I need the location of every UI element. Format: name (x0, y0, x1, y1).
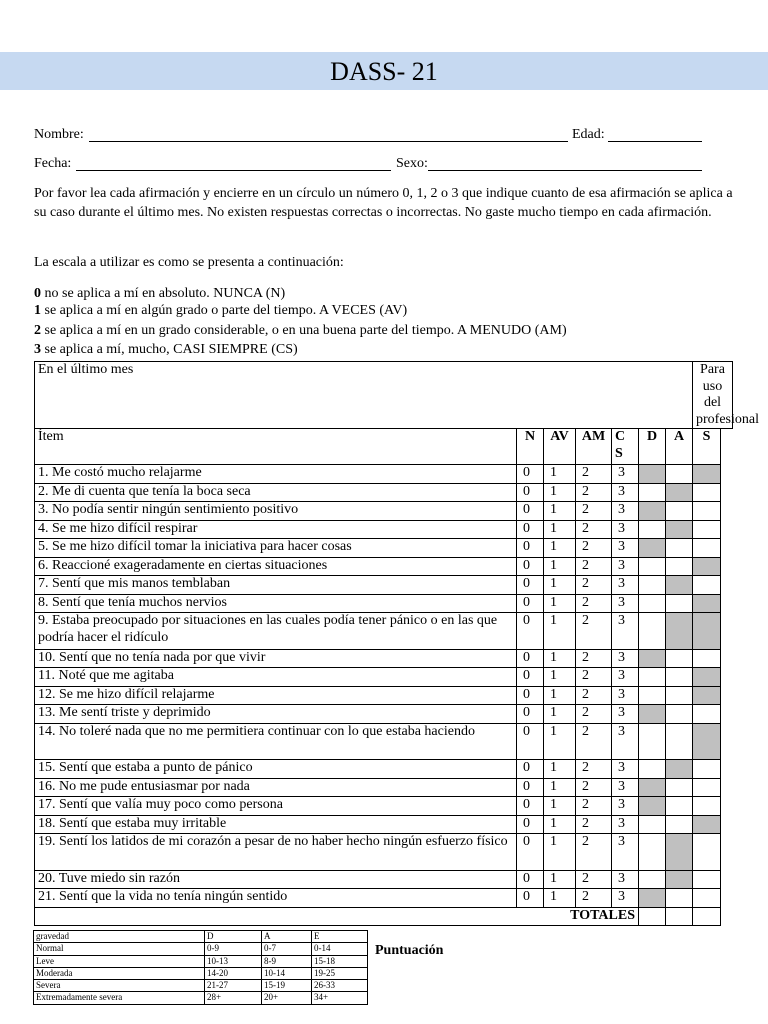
item-text: 15. Sentí que estaba a punto de pánico (35, 760, 517, 779)
total-s[interactable] (693, 907, 721, 926)
a-cell (666, 594, 693, 613)
d-cell (639, 483, 666, 502)
item-row (35, 797, 733, 816)
option-1[interactable]: 1 (544, 815, 576, 834)
option-2[interactable]: 2 (576, 594, 612, 613)
a-cell (666, 797, 693, 816)
option-1[interactable]: 1 (544, 760, 576, 779)
option-2[interactable]: 2 (576, 483, 612, 502)
item-text: 8. Sentí que tenía muchos nervios (35, 594, 517, 613)
d-cell (639, 576, 666, 595)
item-row (35, 778, 733, 797)
option-0[interactable]: 0 (517, 649, 544, 668)
option-2[interactable]: 2 (576, 649, 612, 668)
scale-intro: La escala a utilizar es como se presenta a continuación: (34, 255, 344, 270)
option-0[interactable]: 0 (517, 483, 544, 502)
severity-row (34, 955, 368, 967)
d-cell (639, 705, 666, 724)
item-row (35, 520, 733, 539)
option-0[interactable]: 0 (517, 613, 544, 650)
option-1[interactable]: 1 (544, 613, 576, 650)
severity-header: D (205, 931, 262, 943)
scale-item-2: 2 se aplica a mí en un grado considerable, o en una buena parte del tiempo. A MENUDO (AM) (34, 323, 567, 338)
d-cell (639, 649, 666, 668)
a-cell (666, 576, 693, 595)
option-3[interactable]: 3 (612, 723, 639, 760)
item-text: 7. Sentí que mis manos temblaban (35, 576, 517, 595)
date-field[interactable] (76, 170, 391, 171)
severity-cell: Normal (34, 943, 205, 955)
item-row (35, 870, 733, 889)
s-cell (693, 668, 721, 687)
option-3[interactable]: 3 (612, 797, 639, 816)
option-3[interactable]: 3 (612, 483, 639, 502)
option-2[interactable]: 2 (576, 778, 612, 797)
d-cell (639, 686, 666, 705)
item-text: 1. Me costó mucho relajarme (35, 465, 517, 484)
a-cell (666, 613, 693, 650)
a-cell (666, 502, 693, 521)
option-3[interactable]: 3 (612, 668, 639, 687)
option-0[interactable]: 0 (517, 705, 544, 724)
option-3[interactable]: 3 (612, 576, 639, 595)
severity-cell: 0-7 (262, 943, 312, 955)
d-cell (639, 797, 666, 816)
option-2[interactable]: 2 (576, 723, 612, 760)
option-1[interactable]: 1 (544, 576, 576, 595)
a-cell (666, 668, 693, 687)
option-0[interactable]: 0 (517, 815, 544, 834)
option-3[interactable]: 3 (612, 613, 639, 650)
option-3[interactable]: 3 (612, 557, 639, 576)
s-cell (693, 834, 721, 871)
header-n: N (517, 429, 544, 465)
total-a[interactable] (666, 907, 693, 926)
d-cell (639, 539, 666, 558)
option-1[interactable]: 1 (544, 594, 576, 613)
s-cell (693, 502, 721, 521)
option-1[interactable]: 1 (544, 668, 576, 687)
severity-cell: 21-27 (205, 980, 262, 992)
option-1[interactable]: 1 (544, 778, 576, 797)
severity-cell: 15-18 (312, 955, 368, 967)
option-0[interactable]: 0 (517, 686, 544, 705)
option-3[interactable]: 3 (612, 649, 639, 668)
sex-label: Sexo: (396, 156, 428, 171)
header-cs: C S (612, 429, 639, 465)
option-2[interactable]: 2 (576, 834, 612, 871)
a-cell (666, 686, 693, 705)
a-cell (666, 520, 693, 539)
s-cell (693, 870, 721, 889)
option-3[interactable]: 3 (612, 760, 639, 779)
item-row (35, 705, 733, 724)
severity-cell: 20+ (262, 992, 312, 1004)
s-cell (693, 797, 721, 816)
item-text: 5. Se me hizo difícil tomar la iniciativa para hacer cosas (35, 539, 517, 558)
severity-cell: 15-19 (262, 980, 312, 992)
d-cell (639, 815, 666, 834)
option-2[interactable]: 2 (576, 760, 612, 779)
header-s: S (693, 429, 721, 465)
d-cell (639, 760, 666, 779)
d-cell (639, 465, 666, 484)
option-1[interactable]: 1 (544, 870, 576, 889)
severity-cell: Severa (34, 980, 205, 992)
item-text: 6. Reaccioné exageradamente en ciertas situaciones (35, 557, 517, 576)
option-3[interactable]: 3 (612, 778, 639, 797)
severity-header-row (34, 931, 368, 943)
item-row (35, 686, 733, 705)
option-1[interactable]: 1 (544, 797, 576, 816)
option-1[interactable]: 1 (544, 705, 576, 724)
header-av: AV (544, 429, 576, 465)
severity-cell: Extremadamente severa (34, 992, 205, 1004)
page-title: DASS- 21 (330, 57, 438, 86)
item-row (35, 576, 733, 595)
option-0[interactable]: 0 (517, 778, 544, 797)
date-label: Fecha: (34, 156, 72, 171)
option-3[interactable]: 3 (612, 502, 639, 521)
item-row (35, 613, 733, 650)
d-cell (639, 668, 666, 687)
severity-cell: 34+ (312, 992, 368, 1004)
option-3[interactable]: 3 (612, 889, 639, 908)
item-text: 3. No podía sentir ningún sentimiento positivo (35, 502, 517, 521)
option-0[interactable]: 0 (517, 889, 544, 908)
severity-row (34, 992, 368, 1004)
a-cell (666, 557, 693, 576)
option-1[interactable]: 1 (544, 834, 576, 871)
d-cell (639, 778, 666, 797)
option-2[interactable]: 2 (576, 815, 612, 834)
option-3[interactable]: 3 (612, 520, 639, 539)
option-2[interactable]: 2 (576, 705, 612, 724)
a-cell (666, 483, 693, 502)
item-text: 17. Sentí que valía muy poco como persona (35, 797, 517, 816)
d-cell (639, 594, 666, 613)
d-cell (639, 834, 666, 871)
option-2[interactable]: 2 (576, 797, 612, 816)
item-text: 11. Noté que me agitaba (35, 668, 517, 687)
option-1[interactable]: 1 (544, 539, 576, 558)
option-1[interactable]: 1 (544, 520, 576, 539)
option-2[interactable]: 2 (576, 520, 612, 539)
item-row (35, 760, 733, 779)
option-0[interactable]: 0 (517, 723, 544, 760)
option-2[interactable]: 2 (576, 465, 612, 484)
a-cell (666, 465, 693, 484)
header-d: D (639, 429, 666, 465)
severity-cell: 28+ (205, 992, 262, 1004)
option-0[interactable]: 0 (517, 465, 544, 484)
a-cell (666, 889, 693, 908)
a-cell (666, 815, 693, 834)
option-0[interactable]: 0 (517, 576, 544, 595)
a-cell (666, 870, 693, 889)
item-text: 21. Sentí que la vida no tenía ningún sentido (35, 889, 517, 908)
d-cell (639, 502, 666, 521)
item-text: 13. Me sentí triste y deprimido (35, 705, 517, 724)
severity-cell: 10-14 (262, 967, 312, 979)
s-cell (693, 483, 721, 502)
option-1[interactable]: 1 (544, 557, 576, 576)
item-row (35, 815, 733, 834)
option-1[interactable]: 1 (544, 483, 576, 502)
item-text: 4. Se me hizo difícil respirar (35, 520, 517, 539)
a-cell (666, 778, 693, 797)
a-cell (666, 723, 693, 760)
score-label: Puntuación (375, 943, 444, 958)
severity-header: gravedad (34, 931, 205, 943)
item-text: 9. Estaba preocupado por situaciones en las cuales podía tener pánico o en las que podría hacer el ridículo (35, 613, 517, 650)
a-cell (666, 649, 693, 668)
option-2[interactable]: 2 (576, 576, 612, 595)
option-3[interactable]: 3 (612, 870, 639, 889)
a-cell (666, 760, 693, 779)
option-2[interactable]: 2 (576, 870, 612, 889)
option-2[interactable]: 2 (576, 557, 612, 576)
item-text: 16. No me pude entusiasmar por nada (35, 778, 517, 797)
a-cell (666, 834, 693, 871)
option-0[interactable]: 0 (517, 539, 544, 558)
s-cell (693, 723, 721, 760)
option-3[interactable]: 3 (612, 686, 639, 705)
option-3[interactable]: 3 (612, 834, 639, 871)
option-0[interactable]: 0 (517, 502, 544, 521)
option-1[interactable]: 1 (544, 502, 576, 521)
severity-cell: 19-25 (312, 967, 368, 979)
s-cell (693, 649, 721, 668)
item-row (35, 668, 733, 687)
option-0[interactable]: 0 (517, 557, 544, 576)
severity-cell: Leve (34, 955, 205, 967)
item-text: 20. Tuve miedo sin razón (35, 870, 517, 889)
severity-cell: 26-33 (312, 980, 368, 992)
item-row (35, 834, 733, 871)
item-row (35, 594, 733, 613)
d-cell (639, 870, 666, 889)
option-1[interactable]: 1 (544, 649, 576, 668)
scale-item-0: 0 no se aplica a mí en absoluto. NUNCA (N) (34, 286, 286, 301)
severity-header: A (262, 931, 312, 943)
option-3[interactable]: 3 (612, 465, 639, 484)
item-row (35, 502, 733, 521)
s-cell (693, 705, 721, 724)
d-cell (639, 557, 666, 576)
period-label: En el último mes (35, 362, 693, 429)
s-cell (693, 520, 721, 539)
severity-row (34, 967, 368, 979)
s-cell (693, 815, 721, 834)
option-0[interactable]: 0 (517, 760, 544, 779)
severity-row (34, 980, 368, 992)
s-cell (693, 778, 721, 797)
severity-table (33, 930, 368, 1005)
option-3[interactable]: 3 (612, 594, 639, 613)
option-2[interactable]: 2 (576, 502, 612, 521)
item-row (35, 889, 733, 908)
scale-item-3: 3 se aplica a mí, mucho, CASI SIEMPRE (CS) (34, 342, 298, 357)
d-cell (639, 723, 666, 760)
a-cell (666, 539, 693, 558)
s-cell (693, 889, 721, 908)
severity-header: E (312, 931, 368, 943)
item-text: 12. Se me hizo difícil relajarme (35, 686, 517, 705)
item-text: 2. Me di cuenta que tenía la boca seca (35, 483, 517, 502)
option-0[interactable]: 0 (517, 520, 544, 539)
severity-cell: Moderada (34, 967, 205, 979)
header-am: AM (576, 429, 612, 465)
s-cell (693, 557, 721, 576)
total-d[interactable] (639, 907, 666, 926)
d-cell (639, 520, 666, 539)
item-row (35, 723, 733, 760)
d-cell (639, 613, 666, 650)
a-cell (666, 705, 693, 724)
totals-row (35, 907, 733, 926)
severity-cell: 14-20 (205, 967, 262, 979)
s-cell (693, 594, 721, 613)
severity-row (34, 943, 368, 955)
severity-cell: 0-14 (312, 943, 368, 955)
s-cell (693, 613, 721, 650)
name-label: Nombre: (34, 127, 84, 142)
option-0[interactable]: 0 (517, 797, 544, 816)
item-text: 19. Sentí los latidos de mi corazón a pesar de no haber hecho ningún esfuerzo físico (35, 834, 517, 871)
item-row (35, 465, 733, 484)
item-text: 18. Sentí que estaba muy irritable (35, 815, 517, 834)
option-3[interactable]: 3 (612, 815, 639, 834)
age-label: Edad: (572, 127, 605, 142)
s-cell (693, 576, 721, 595)
totals-label: TOTALES (35, 907, 639, 926)
option-2[interactable]: 2 (576, 889, 612, 908)
option-1[interactable]: 1 (544, 723, 576, 760)
option-0[interactable]: 0 (517, 668, 544, 687)
severity-cell: 0-9 (205, 943, 262, 955)
item-row (35, 539, 733, 558)
s-cell (693, 760, 721, 779)
item-text: 10. Sentí que no tenía nada por que vivir (35, 649, 517, 668)
option-0[interactable]: 0 (517, 834, 544, 871)
item-header: Ítem (35, 429, 517, 465)
option-1[interactable]: 1 (544, 465, 576, 484)
option-2[interactable]: 2 (576, 613, 612, 650)
option-2[interactable]: 2 (576, 668, 612, 687)
option-1[interactable]: 1 (544, 686, 576, 705)
item-row (35, 483, 733, 502)
item-row (35, 649, 733, 668)
professional-label: Para uso del profesional (693, 362, 733, 429)
header-a: A (666, 429, 693, 465)
option-1[interactable]: 1 (544, 889, 576, 908)
option-3[interactable]: 3 (612, 539, 639, 558)
s-cell (693, 465, 721, 484)
severity-cell: 10-13 (205, 955, 262, 967)
option-2[interactable]: 2 (576, 539, 612, 558)
sex-field[interactable] (428, 170, 702, 171)
item-text: 14. No toleré nada que no me permitiera continuar con lo que estaba haciendo (35, 723, 517, 760)
item-row (35, 557, 733, 576)
option-3[interactable]: 3 (612, 705, 639, 724)
scale-item-1: 1 se aplica a mí en algún grado o parte del tiempo. A VECES (AV) (34, 303, 408, 318)
name-field[interactable] (89, 141, 568, 142)
dass-table (34, 361, 759, 926)
severity-cell: 8-9 (262, 955, 312, 967)
s-cell (693, 686, 721, 705)
option-0[interactable]: 0 (517, 870, 544, 889)
age-field[interactable] (608, 141, 702, 142)
d-cell (639, 889, 666, 908)
s-cell (693, 539, 721, 558)
instructions: Por favor lea cada afirmación y encierre en un círculo un número 0, 1, 2 o 3 que indique cuanto de esa afirmación se aplica a su caso durante el último mes. No existen respuestas correctas o incorrectas. No gaste mucho tiempo en cada afirmación. (34, 186, 733, 220)
option-2[interactable]: 2 (576, 686, 612, 705)
option-0[interactable]: 0 (517, 594, 544, 613)
